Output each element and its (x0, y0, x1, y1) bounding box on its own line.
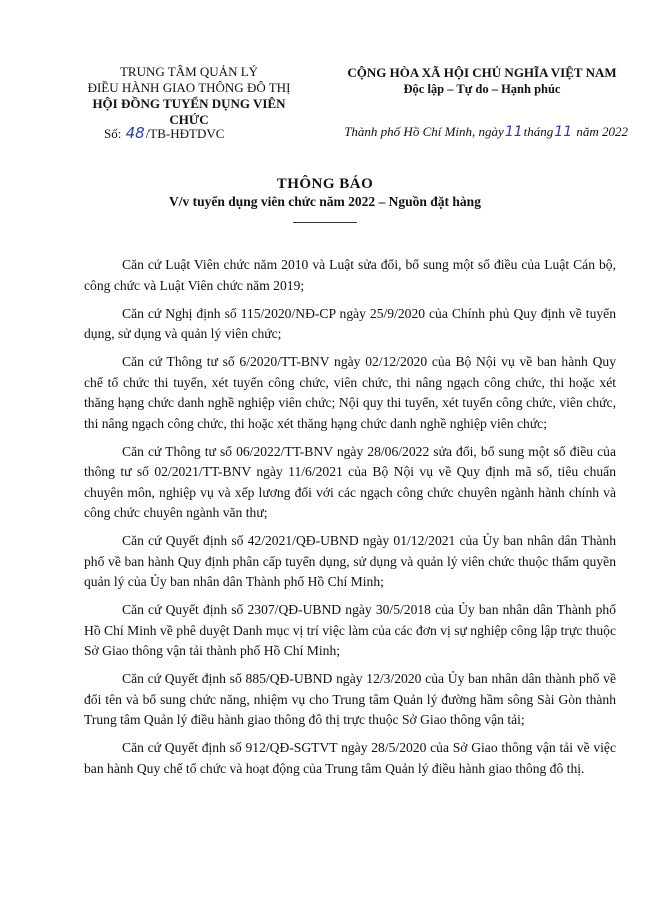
date-day-handwritten: 11 (504, 124, 523, 140)
date-part2: tháng (523, 124, 554, 139)
org-name-line2: ĐIỀU HÀNH GIAO THÔNG ĐÔ THỊ (87, 80, 291, 95)
doc-number-handwritten: 48 (125, 124, 145, 142)
date-month-handwritten: 11 (554, 124, 573, 140)
issuing-organization (84, 64, 294, 128)
legal-basis-paragraph: Căn cứ Thông tư số 06/2022/TT-BNV ngày 28/06/2022 sửa đổi, bổ sung một số điều của thông tư số 02/2021/TT-BNV ngày 11/6/2021 của Bộ Nội vụ về Quy định mã số, tiêu chuẩn chuyên môn, nghiệp vụ và xếp lương đối với các ngạch công chức chuyên ngành hành chính và công chức chuyên ngành văn thư; (84, 443, 616, 520)
nation-name: CỘNG HÒA XÃ HỘI CHỦ NGHĨA VIỆT NAM (347, 65, 617, 80)
legal-basis-paragraph: Căn cứ Quyết định số 2307/QĐ-UBND ngày 30/5/2018 của Ủy ban nhân dân Thành phố Hồ Chí Minh về phê duyệt Danh mục vị trí việc làm của các đơn vị sự nghiệp công lập trực thuộc Sở Giao thông vận tải thành phố Hồ Chí Minh; (84, 602, 616, 658)
legal-basis-paragraph: Căn cứ Quyết định số 912/QĐ-SGTVT ngày 28/5/2020 của Sở Giao thông vận tải về việc ban hành Quy chế tổ chức và hoạt động của Trung tâm Quản lý điều hành giao thông đô thị. (84, 740, 616, 776)
legal-basis-paragraph: Căn cứ Quyết định số 885/QĐ-UBND ngày 12/3/2020 của Ủy ban nhân dân thành phố về đổi tên và bổ sung chức năng, nhiệm vụ cho Trung tâm Quản lý đường hầm sông Sài Gòn thành Trung tâm Quản lý điều hành giao thông đô thị trực thuộc Sở Giao thông vận tải; (84, 671, 616, 727)
legal-basis-paragraph: Căn cứ Luật Viên chức năm 2010 và Luật sửa đổi, bổ sung một số điều của Luật Cán bộ, công chức và Luật Viên chức năm 2019; (84, 257, 616, 293)
org-name-line1: TRUNG TÂM QUẢN LÝ (119, 64, 259, 79)
document-number (104, 124, 224, 142)
org-name-line3: HỘI ĐỒNG TUYỂN DỤNG VIÊN CHỨC (92, 96, 286, 127)
document-title: THÔNG BÁO (276, 176, 374, 192)
doc-number-prefix: Số: (104, 126, 122, 141)
legal-basis-paragraph: Căn cứ Nghị định số 115/2020/NĐ-CP ngày 25/9/2020 của Chính phủ Quy định về tuyển dụng, sử dụng và quản lý viên chức; (84, 305, 616, 341)
legal-basis-paragraph: Căn cứ Quyết định số 42/2021/QĐ-UBND ngày 01/12/2021 của Ủy ban nhân dân Thành phố về ban hành Quy định phân cấp tuyển dụng, sử dụng và quản lý viên chức thuộc thẩm quyền quản lý của Ủy ban nhân dân Thành phố Hồ Chí Minh; (84, 533, 616, 589)
national-heading (332, 64, 632, 98)
date-part3: năm 2022 (576, 124, 628, 139)
legal-basis-paragraph: Căn cứ Thông tư số 6/2020/TT-BNV ngày 02/12/2020 của Bộ Nội vụ về ban hành Quy chế tổ chức thi tuyển, xét tuyển công chức, viên chức, thi nâng ngạch công chức, thi hoặc xét thăng hạng chức danh nghề nghiệp viên chức; Nội quy thi tuyển, xét tuyển công chức, viên chức, thi nâng ngạch công chức, thi hoặc xét thăng hạng chức danh nghề nghiệp viên chức; (84, 354, 616, 431)
document-subtitle: V/v tuyển dụng viên chức năm 2022 – Nguồn đặt hàng (169, 194, 481, 209)
doc-number-suffix: /TB-HĐTDVC (145, 126, 225, 141)
issue-date (306, 124, 628, 140)
national-motto: Độc lập – Tự do – Hạnh phúc (403, 82, 561, 96)
title-underline (293, 222, 357, 223)
document-body (84, 255, 616, 787)
date-part1: Thành phố Hồ Chí Minh, ngày (344, 124, 504, 139)
